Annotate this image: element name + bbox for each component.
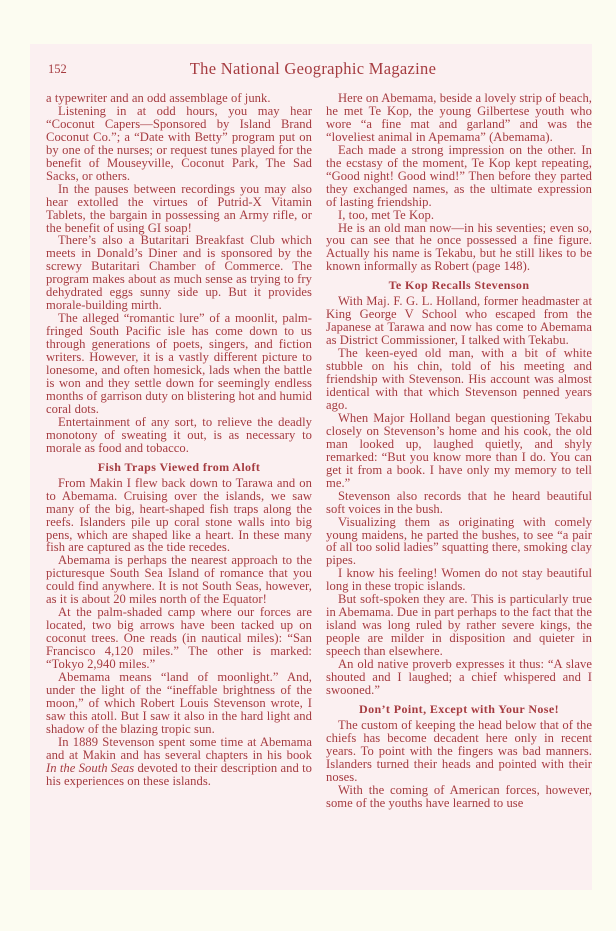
paragraph: The keen-eyed old man, with a bit of white stubble on his chin, told of his meeting and friendship with Stevenson. His account was almost identical with that which Stevenson penned years ago. — [326, 346, 592, 412]
paragraph: He is an old man now—in his seventies; even so, you can see that he once possessed a fine figure. Actually his name is Tekabu, but he still likes to be known informally as Robert (page 148). — [326, 220, 592, 274]
right-column — [326, 92, 592, 810]
paragraph: I know his feeling! Women do not stay beautiful long in these tropic islands. — [326, 566, 592, 594]
paragraph: Here on Abemama, beside a lovely strip of beach, he met Te Kop, the young Gilbertese youth who wore “a fine mat and garland” and was the “loveliest animal in Apemama” (Abemama). — [326, 91, 592, 144]
paragraph — [46, 736, 312, 788]
book-title: In the South Seas — [46, 760, 135, 775]
paragraph: In the pauses between recordings you may also hear extolled the virtues of Putrid-X Vitamin Tablets, the bargain in possessing an Army rifle, or the benefit of using GI soap! — [46, 181, 312, 235]
section-heading: Fish Traps Viewed from Aloft — [97, 459, 261, 474]
paragraph: The custom of keeping the head below that of the chiefs has become decadent here only in recent years. To point with the fingers was bad manners. Islanders turned their heads and pointed with their noses. — [326, 717, 592, 784]
page-number: 152 — [48, 62, 67, 76]
paragraph: An old native proverb expresses it thus: “A slave shouted and I laughed; a chief whispered and I swooned.” — [326, 657, 592, 697]
text-run: devoted to their description and to his experiences on these islands. — [46, 760, 312, 788]
page-header — [48, 59, 578, 81]
paragraph: Listening in at odd hours, you may hear “Coconut Capers—Sponsored by Island Brand Coconut Co.”; a “Date with Betty” program put on by one of the nurses; or request tunes played for the benefit of Mouseyville, Coconut Park, The Sad Sacks, or others. — [46, 103, 312, 183]
paragraph: Abemama is perhaps the nearest approach to the picturesque South Sea Island of romance that you could find anywhere. It is not South Seas, however, as it is about 20 miles north of the Equator! — [46, 553, 312, 607]
paragraph: Abemama means “land of moonlight.” And, under the light of the “ineffable brightness of the moon,” of which Robert Louis Stevenson wrote, I saw this atoll. But I saw it also in the hard light and shadow of the blazing tropic sun. — [46, 669, 312, 736]
left-column — [46, 92, 312, 788]
paragraph: Entertainment of any sort, to relieve the deadly monotony of sweating it out, is as necessary to morale as food and tobacco. — [46, 414, 312, 455]
section-heading: Te Kop Recalls Stevenson — [388, 278, 530, 293]
paragraph: The alleged “romantic lure” of a moonlit, palm-fringed South Pacific isle has come down to us through generations of poets, singers, and fiction writers. However, it is a vastly different picture to lonesome, and often homesick, lads when the battle is won and they settle down for seemingly endless months of garrison duty on blistering hot and humid coral dots. — [46, 311, 312, 416]
paragraph: a typewriter and an odd assemblage of junk. — [46, 91, 271, 105]
paragraph: From Makin I flew back down to Tarawa and on to Abemama. Cruising over the islands, we saw many of the big, heart-shaped fish traps along the reefs. Islanders pile up coral stone walls into big pens, which are shaped like a heart. In these many fish are captured as the tide recedes. — [46, 475, 312, 555]
paragraph: When Major Holland began questioning Tekabu closely on Stevenson’s home and his cook, the old man looked up, laughed quietly, and shyly remarked: “But you know more than I do. You can get it from a book. I have only my memory to tell me.” — [326, 410, 592, 490]
text-run: In 1889 Stevenson spent some time at Abemama and at Makin and has several chapters in his book — [46, 734, 312, 762]
paragraph: But soft-spoken they are. This is particularly true in Abemama. Due in part perhaps to the fact that the island was long ruled by rather severe kings, the people are milder in disposition and quieter in speech than elsewhere. — [326, 592, 592, 659]
paragraph: Stevenson also records that he heard beautiful soft voices in the bush. — [326, 488, 592, 516]
magazine-page — [30, 44, 592, 890]
paragraph: There’s also a Butaritari Breakfast Club which meets in Donald’s Diner and is sponsored by the screwy Butaritari Chamber of Commerce. The program makes about as much sense as trying to fry dehydrated eggs sunny side up. But it provides morale-building mirth. — [46, 233, 312, 313]
paragraph: Visualizing them as originating with comely young maidens, he parted the bushes, to see “a pair of all too solid ladies” squatting there, smoking clay pipes. — [326, 514, 592, 568]
paragraph: With the coming of American forces, however, some of the youths have learned to use — [326, 782, 592, 810]
section-heading: Don’t Point, Except with Your Nose! — [359, 701, 559, 716]
paragraph: I, too, met Te Kop. — [338, 207, 435, 222]
paragraph: With Maj. F. G. L. Holland, former headmaster at King George V School who escaped from the Japanese at Tarawa and now has come to Abemama as District Commissioner, I talked with Tekabu. — [326, 294, 592, 348]
running-title: The National Geographic Magazine — [189, 59, 437, 78]
paragraph: At the palm-shaded camp where our forces are located, two big arrows have been tacked up on coconut trees. One reads (in nautical miles): “San Francisco 4,120 miles.” The other is marked: “Tokyo 2,940 miles.” — [46, 605, 312, 672]
paragraph: Each made a strong impression on the other. In the ecstasy of the moment, Te Kop kept repeating, “Good night! Good wind!” Then before they parted they exchanged names, as the ultimate expression of lasting friendship. — [326, 142, 592, 209]
